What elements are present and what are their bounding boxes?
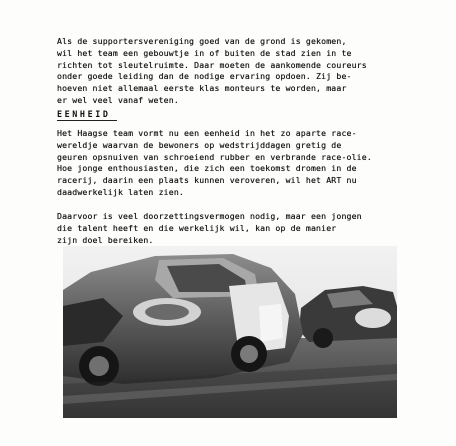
paragraph-supporters bbox=[57, 36, 367, 107]
text-line: racerij, daarin een plaats kunnen veroveren, wil het ART nu bbox=[57, 175, 357, 186]
text-line: die talent heeft en die werkelijk wil, kan op de manier bbox=[57, 222, 337, 233]
paragraph-perseverance bbox=[57, 211, 362, 246]
text-line: zijn doel bereiken. bbox=[57, 234, 154, 245]
text-line: hoeven niet allemaal eerste klas monteurs te worden, maar bbox=[57, 83, 347, 94]
text-line: daadwerkelijk laten zien. bbox=[57, 186, 184, 197]
text-line: er wel veel vanaf weten. bbox=[57, 94, 179, 105]
text-line: geuren opsnuiven van schroeiend rubber en verbrande race-olie. bbox=[57, 151, 372, 162]
text-line: onder goede leiding dan de nodige ervaring opdoen. Zij be- bbox=[57, 71, 352, 82]
race-car-illustration bbox=[63, 246, 397, 418]
text-line: Hoe jonge enthousiasten, die zich een toekomst dromen in de bbox=[57, 163, 357, 174]
text-line: wil het team een gebouwtje in of buiten de stad zien in te bbox=[57, 47, 352, 58]
heading-underline bbox=[57, 120, 117, 121]
text-line: Het Haagse team vormt nu een eenheid in het zo aparte race- bbox=[57, 128, 357, 138]
text-line: Als de supportersvereniging goed van de grond is gekomen, bbox=[57, 36, 347, 46]
text-line: Daarvoor is veel doorzettingsvermogen nodig, maar een jongen bbox=[57, 211, 362, 221]
paragraph-team bbox=[57, 128, 372, 199]
text-line: richten tot sleutelruimte. Daar moeten de aankomende coureurs bbox=[57, 59, 367, 70]
section-heading: EENHEID bbox=[57, 109, 111, 119]
foreground-race-car bbox=[63, 254, 303, 386]
text-line: wereldje waarvan de bewoners op wedstrijddagen gretig de bbox=[57, 139, 342, 150]
race-car-photo bbox=[63, 246, 397, 418]
